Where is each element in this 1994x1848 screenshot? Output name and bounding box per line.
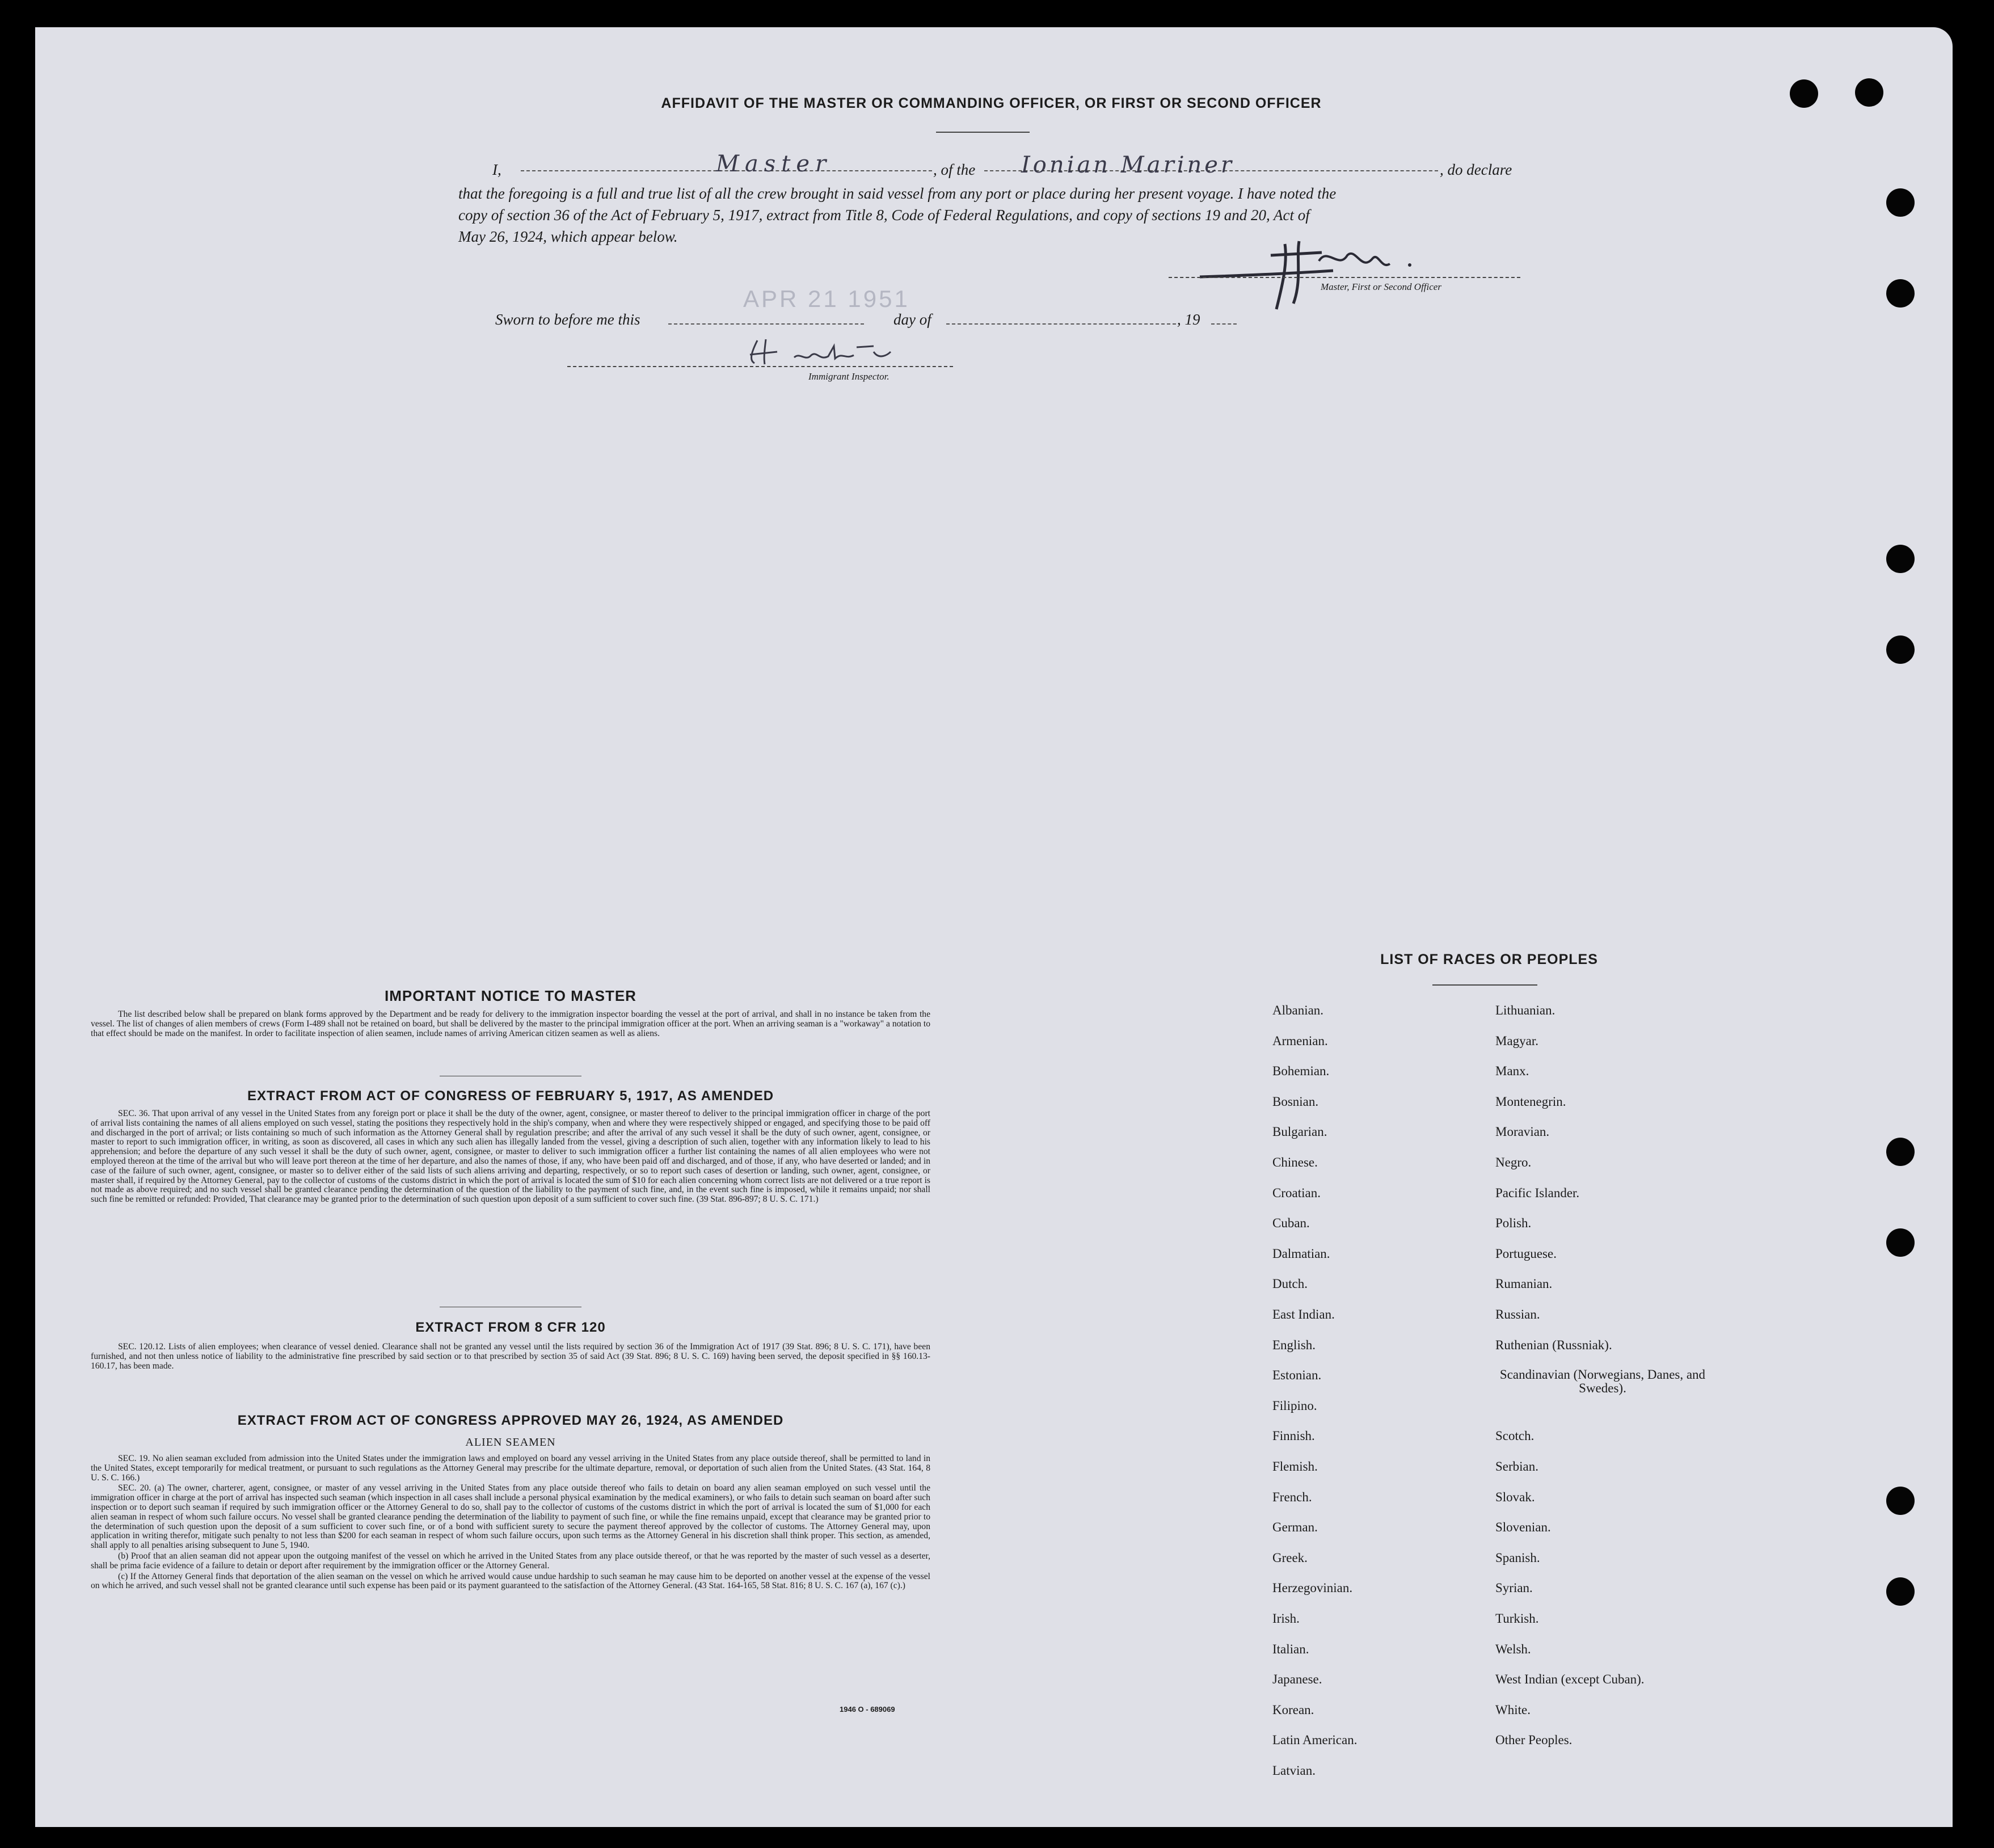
race-item: Flemish. bbox=[1272, 1459, 1318, 1474]
race-item: Estonian. bbox=[1272, 1368, 1322, 1383]
race-item: Pacific Islander. bbox=[1495, 1185, 1580, 1200]
inspector-signature-line bbox=[567, 366, 953, 367]
punch-hole bbox=[1886, 635, 1915, 664]
race-item: Herzegovinian. bbox=[1272, 1581, 1353, 1596]
race-item: Greek. bbox=[1272, 1550, 1308, 1565]
affidavit-line-2: that the foregoing is a full and true list of all the crew brought in said vessel from any port or place during her present voyage. I have noted the bbox=[458, 185, 1337, 202]
race-item: Moravian. bbox=[1495, 1125, 1550, 1139]
date-stamp: APR 21 1951 bbox=[743, 285, 910, 312]
race-item: Turkish. bbox=[1495, 1611, 1539, 1626]
race-item: Italian. bbox=[1272, 1641, 1309, 1656]
race-item: Magyar. bbox=[1495, 1033, 1539, 1048]
race-item: White. bbox=[1495, 1702, 1531, 1717]
race-item: Syrian. bbox=[1495, 1581, 1533, 1596]
race-item: Bosnian. bbox=[1272, 1094, 1319, 1109]
affidavit-title: AFFIDAVIT OF THE MASTER OR COMMANDING OFFICER, OR FIRST OR SECOND OFFICER bbox=[661, 95, 1322, 111]
race-item: Finnish. bbox=[1272, 1429, 1315, 1443]
race-item: Bohemian. bbox=[1272, 1064, 1330, 1079]
race-item: Korean. bbox=[1272, 1702, 1314, 1717]
race-item: Chinese. bbox=[1272, 1155, 1318, 1169]
race-item: German. bbox=[1272, 1520, 1318, 1535]
races-divider bbox=[1432, 984, 1537, 986]
race-item: Bulgarian. bbox=[1272, 1125, 1327, 1139]
race-item: West Indian (except Cuban). bbox=[1495, 1672, 1645, 1687]
affidavit-of-the: , of the bbox=[933, 161, 976, 178]
sworn-year: , 19 bbox=[1177, 311, 1200, 328]
sec-120-paragraph: SEC. 120.12. Lists of alien employees; when clearance of vessel denied. Clearance shall not be granted any vessel until the lists required by section 36 of the Immigration Act of 1917 (39 Stat. 896; 8 U. S. C. 171), have been furnished, and not then unless notice of liability to the administrative fine prescribed by said section or to that prescribed by section 35 of said Act (39 Stat. 896; 8 U. S. C. 169) having been served, the deposit specified in §§ 160.13-160.17, has been made. bbox=[91, 1342, 930, 1371]
race-item: Croatian. bbox=[1272, 1185, 1321, 1200]
punch-hole bbox=[1886, 1487, 1915, 1515]
affidavit-line-4: May 26, 1924, which appear below. bbox=[458, 228, 678, 245]
title-divider bbox=[936, 132, 1030, 133]
race-item: Manx. bbox=[1495, 1064, 1529, 1079]
extract-1917-text bbox=[91, 1109, 930, 1206]
race-item: English. bbox=[1272, 1337, 1316, 1352]
race-item: Slovenian. bbox=[1495, 1520, 1551, 1535]
races-title: LIST OF RACES OR PEOPLES bbox=[1380, 952, 1598, 967]
race-item: Cuban. bbox=[1272, 1216, 1310, 1231]
race-item: Negro. bbox=[1495, 1155, 1532, 1169]
race-item: Rumanian. bbox=[1495, 1277, 1553, 1291]
race-item: Ruthenian (Russniak). bbox=[1495, 1337, 1612, 1352]
sec-20a-paragraph: SEC. 20. (a) The owner, charterer, agent, consignee, or master of any vessel arriving in the United States from any place outside thereof who fails to detain on board any alien seaman employed on such vessel until the immigration officer in charge at the port of arrival has inspected such seaman (which inspection in all cases shall include a personal physical examination by the medical examiners), or who fails to detain such seaman on board after such inspection or to deport such seaman if required by such immigration officer or the Attorney General to do so, shall pay to the collector of customs of the customs district in which the port of arrival is located the sum of $1,000 for each alien seaman in respect of whom such failure occurs. No vessel shall be granted clearance pending the determination of the liability to payment of such fine, or while the fine remains unpaid, except that clearance may be granted prior to the determination of such question upon the deposit of a sum sufficient to cover such fine, or of a bond with sufficient surety to secure the payment thereof approved by the collector of customs. The Attorney General may, upon application in writing therefor, mitigate such penalty to not less than $200 for each seaman in respect of whom such failure occurs, upon such terms as the Attorney General in his discretion shall think proper. This section, as amended, shall apply to all penalties arising subsequent to June 5, 1940. bbox=[91, 1483, 930, 1551]
race-item: Russian. bbox=[1495, 1307, 1540, 1321]
race-item: Filipino. bbox=[1272, 1398, 1317, 1413]
handwritten-rank: Master bbox=[716, 151, 832, 177]
punch-hole bbox=[1855, 78, 1883, 107]
extract-1924-text bbox=[91, 1454, 930, 1592]
officer-signature bbox=[1186, 230, 1424, 315]
sworn-day-of: day of bbox=[893, 311, 931, 328]
handwritten-vessel: Ionian Mariner bbox=[1021, 152, 1235, 178]
race-item: Irish. bbox=[1272, 1611, 1300, 1626]
sworn-day-blank bbox=[668, 323, 864, 325]
punch-hole bbox=[1886, 1228, 1915, 1257]
race-item: Dutch. bbox=[1272, 1277, 1308, 1291]
officer-caption: Master, First or Second Officer bbox=[1321, 281, 1441, 292]
race-item: Dalmatian. bbox=[1272, 1246, 1330, 1261]
race-item: Slovak. bbox=[1495, 1489, 1535, 1504]
race-item: East Indian. bbox=[1272, 1307, 1335, 1321]
race-item: Portuguese. bbox=[1495, 1246, 1557, 1261]
race-item: Other Peoples. bbox=[1495, 1733, 1573, 1748]
print-code: 1946 O - 689069 bbox=[840, 1705, 895, 1714]
race-item: Armenian. bbox=[1272, 1033, 1328, 1048]
race-item: Albanian. bbox=[1272, 1003, 1324, 1017]
sworn-year-blank bbox=[1211, 323, 1237, 325]
extract-1917-title: EXTRACT FROM ACT OF CONGRESS OF FEBRUARY 5, 1917, AS AMENDED bbox=[247, 1088, 774, 1104]
race-item: Lithuanian. bbox=[1495, 1003, 1555, 1017]
punch-hole bbox=[1790, 79, 1818, 108]
race-item: Montenegrin. bbox=[1495, 1094, 1566, 1109]
race-item: Latvian. bbox=[1272, 1763, 1316, 1778]
punch-hole bbox=[1886, 279, 1915, 308]
race-item: French. bbox=[1272, 1489, 1312, 1504]
officer-signature-line bbox=[1169, 277, 1520, 278]
sec-20c-paragraph: (c) If the Attorney General finds that deportation of the alien seaman on the vessel on which he arrived would cause undue hardship to such seaman he may cause him to be deported on another vessel at the expense of the vessel on which he arrived, and such vessel shall not be granted clearance until such expense has been paid or its payment guaranteed to the satisfaction of the Attorney General. (43 Stat. 164-165, 58 Stat. 816; 8 U. S. C. 167 (a), 167 (c).) bbox=[91, 1571, 930, 1591]
affidavit-i: I, bbox=[492, 161, 501, 178]
inspector-caption: Immigrant Inspector. bbox=[808, 371, 889, 382]
sworn-text: Sworn to before me this bbox=[495, 311, 640, 328]
sec-20b-paragraph: (b) Proof that an alien seaman did not appear upon the outgoing manifest of the vessel on which he arrived in the United States from any place outside thereof, or that he was reported by the master of such vessel as a deserter, shall be prima facie evidence of a failure to detain or deport after requirement by the immigration officer or the Attorney General. bbox=[91, 1551, 930, 1571]
extract-1924-title: EXTRACT FROM ACT OF CONGRESS APPROVED MAY 26, 1924, AS AMENDED bbox=[237, 1413, 784, 1428]
race-item: Japanese. bbox=[1272, 1672, 1322, 1687]
punch-hole bbox=[1886, 1138, 1915, 1166]
race-item: Scotch. bbox=[1495, 1429, 1535, 1443]
notice-text bbox=[91, 1010, 930, 1039]
extract-8cfr-text bbox=[91, 1342, 930, 1372]
notice-paragraph: The list described below shall be prepared on blank forms approved by the Department and be ready for delivery to the immigration inspector boarding the vessel at the port of arrival, and shall in no instance be taken from the vessel. The list of changes of alien members of crews (Form I-489 shall not be retained on board, but shall be delivered by the master to the principal immigration officer at the port. When an arriving seaman is a "workaway" a notation to that effect should be made on the manifest. In order to facilitate inspection of alien seamen, include names of arriving American citizen seamen as well as aliens. bbox=[91, 1009, 930, 1038]
sec-36-paragraph: SEC. 36. That upon arrival of any vessel in the United States from any foreign port or place it shall be the duty of the owner, agent, consignee, or master thereof to deliver to the principal immigration officer in charge of the port of arrival lists containing the names of all aliens employed on such vessel, stating the positions they respectively hold in the ship's company, when and where they were respectively shipped or engaged, and specifying those to be paid off and discharged in the port of arrival; or lists containing so much of such information as the Attorney General shall by regulation prescribe; and after the arrival of any such vessel it shall be the duty of such owner, agent, consignee, or master to report to such immigration officer, in writing, as soon as discovered, all cases in which any such alien has illegally landed from the vessel, giving a description of such alien, together with any information likely to lead to his apprehension; and before the departure of any such vessel it shall be the duty of such owner, agent, consignee, or master to deliver to such immigration officer a further list containing the names of all alien employees who were not employed thereon at the time of the arrival but who will leave port thereon at the time of her departure, and also the names of those, if any, who have been paid off and discharged, and of those, if any, who have deserted or landed; and in case of the failure of such owner, agent, consignee, or master so to deliver either of the said lists of such aliens arriving and departing, respectively, or so to report such cases of desertion or landing, such owner, agent, consignee, or master shall, if required by the Attorney General, pay to the collector of customs of the customs district in which the port of arrival is located the sum of $10 for each alien concerning whom correct lists are not delivered or a true report is not made as above required; and no such vessel shall be granted clearance pending the determination of the question of the liability to the payment of such fine, and, in the event such fine is imposed, while it remains unpaid; nor shall such fine be remitted or refunded: Provided, That clearance may be granted prior to the determination of such question upon deposit of a sum sufficient to cover such fine. (39 Stat. 896-897; 8 U. S. C. 171.) bbox=[91, 1109, 930, 1205]
alien-seamen-subtitle: ALIEN SEAMEN bbox=[465, 1436, 556, 1449]
punch-hole bbox=[1886, 1577, 1915, 1606]
affidavit-line-3: copy of section 36 of the Act of February 5, 1917, extract from Title 8, Code of Federal Regulations, and copy of sections 19 and 20, Act of bbox=[458, 207, 1310, 224]
punch-hole bbox=[1886, 188, 1915, 217]
sec-19-paragraph: SEC. 19. No alien seaman excluded from admission into the United States under the immigration laws and employed on board any vessel arriving in the United States from any place outside thereof, shall be permitted to land in the United States, except temporarily for medical treatment, or pursuant to such regulations as the Attorney General may prescribe for the ultimate departure, removal, or deportation of such alien from the United States. (43 Stat. 164, 8 U. S. C. 166.) bbox=[91, 1454, 930, 1483]
affidavit-declare: , do declare bbox=[1440, 161, 1512, 178]
race-item: Latin American. bbox=[1272, 1733, 1358, 1748]
notice-title: IMPORTANT NOTICE TO MASTER bbox=[385, 987, 636, 1004]
race-item: Welsh. bbox=[1495, 1641, 1531, 1656]
sworn-month-blank bbox=[946, 323, 1176, 325]
race-item: Scandinavian (Norwegians, Danes, and Swedes). bbox=[1499, 1367, 1706, 1396]
punch-hole bbox=[1886, 545, 1915, 573]
race-item: Spanish. bbox=[1495, 1550, 1540, 1565]
race-item: Polish. bbox=[1495, 1216, 1532, 1231]
inspector-signature bbox=[743, 335, 913, 369]
race-item: Serbian. bbox=[1495, 1459, 1539, 1474]
extract-8cfr-title: EXTRACT FROM 8 CFR 120 bbox=[415, 1320, 606, 1335]
